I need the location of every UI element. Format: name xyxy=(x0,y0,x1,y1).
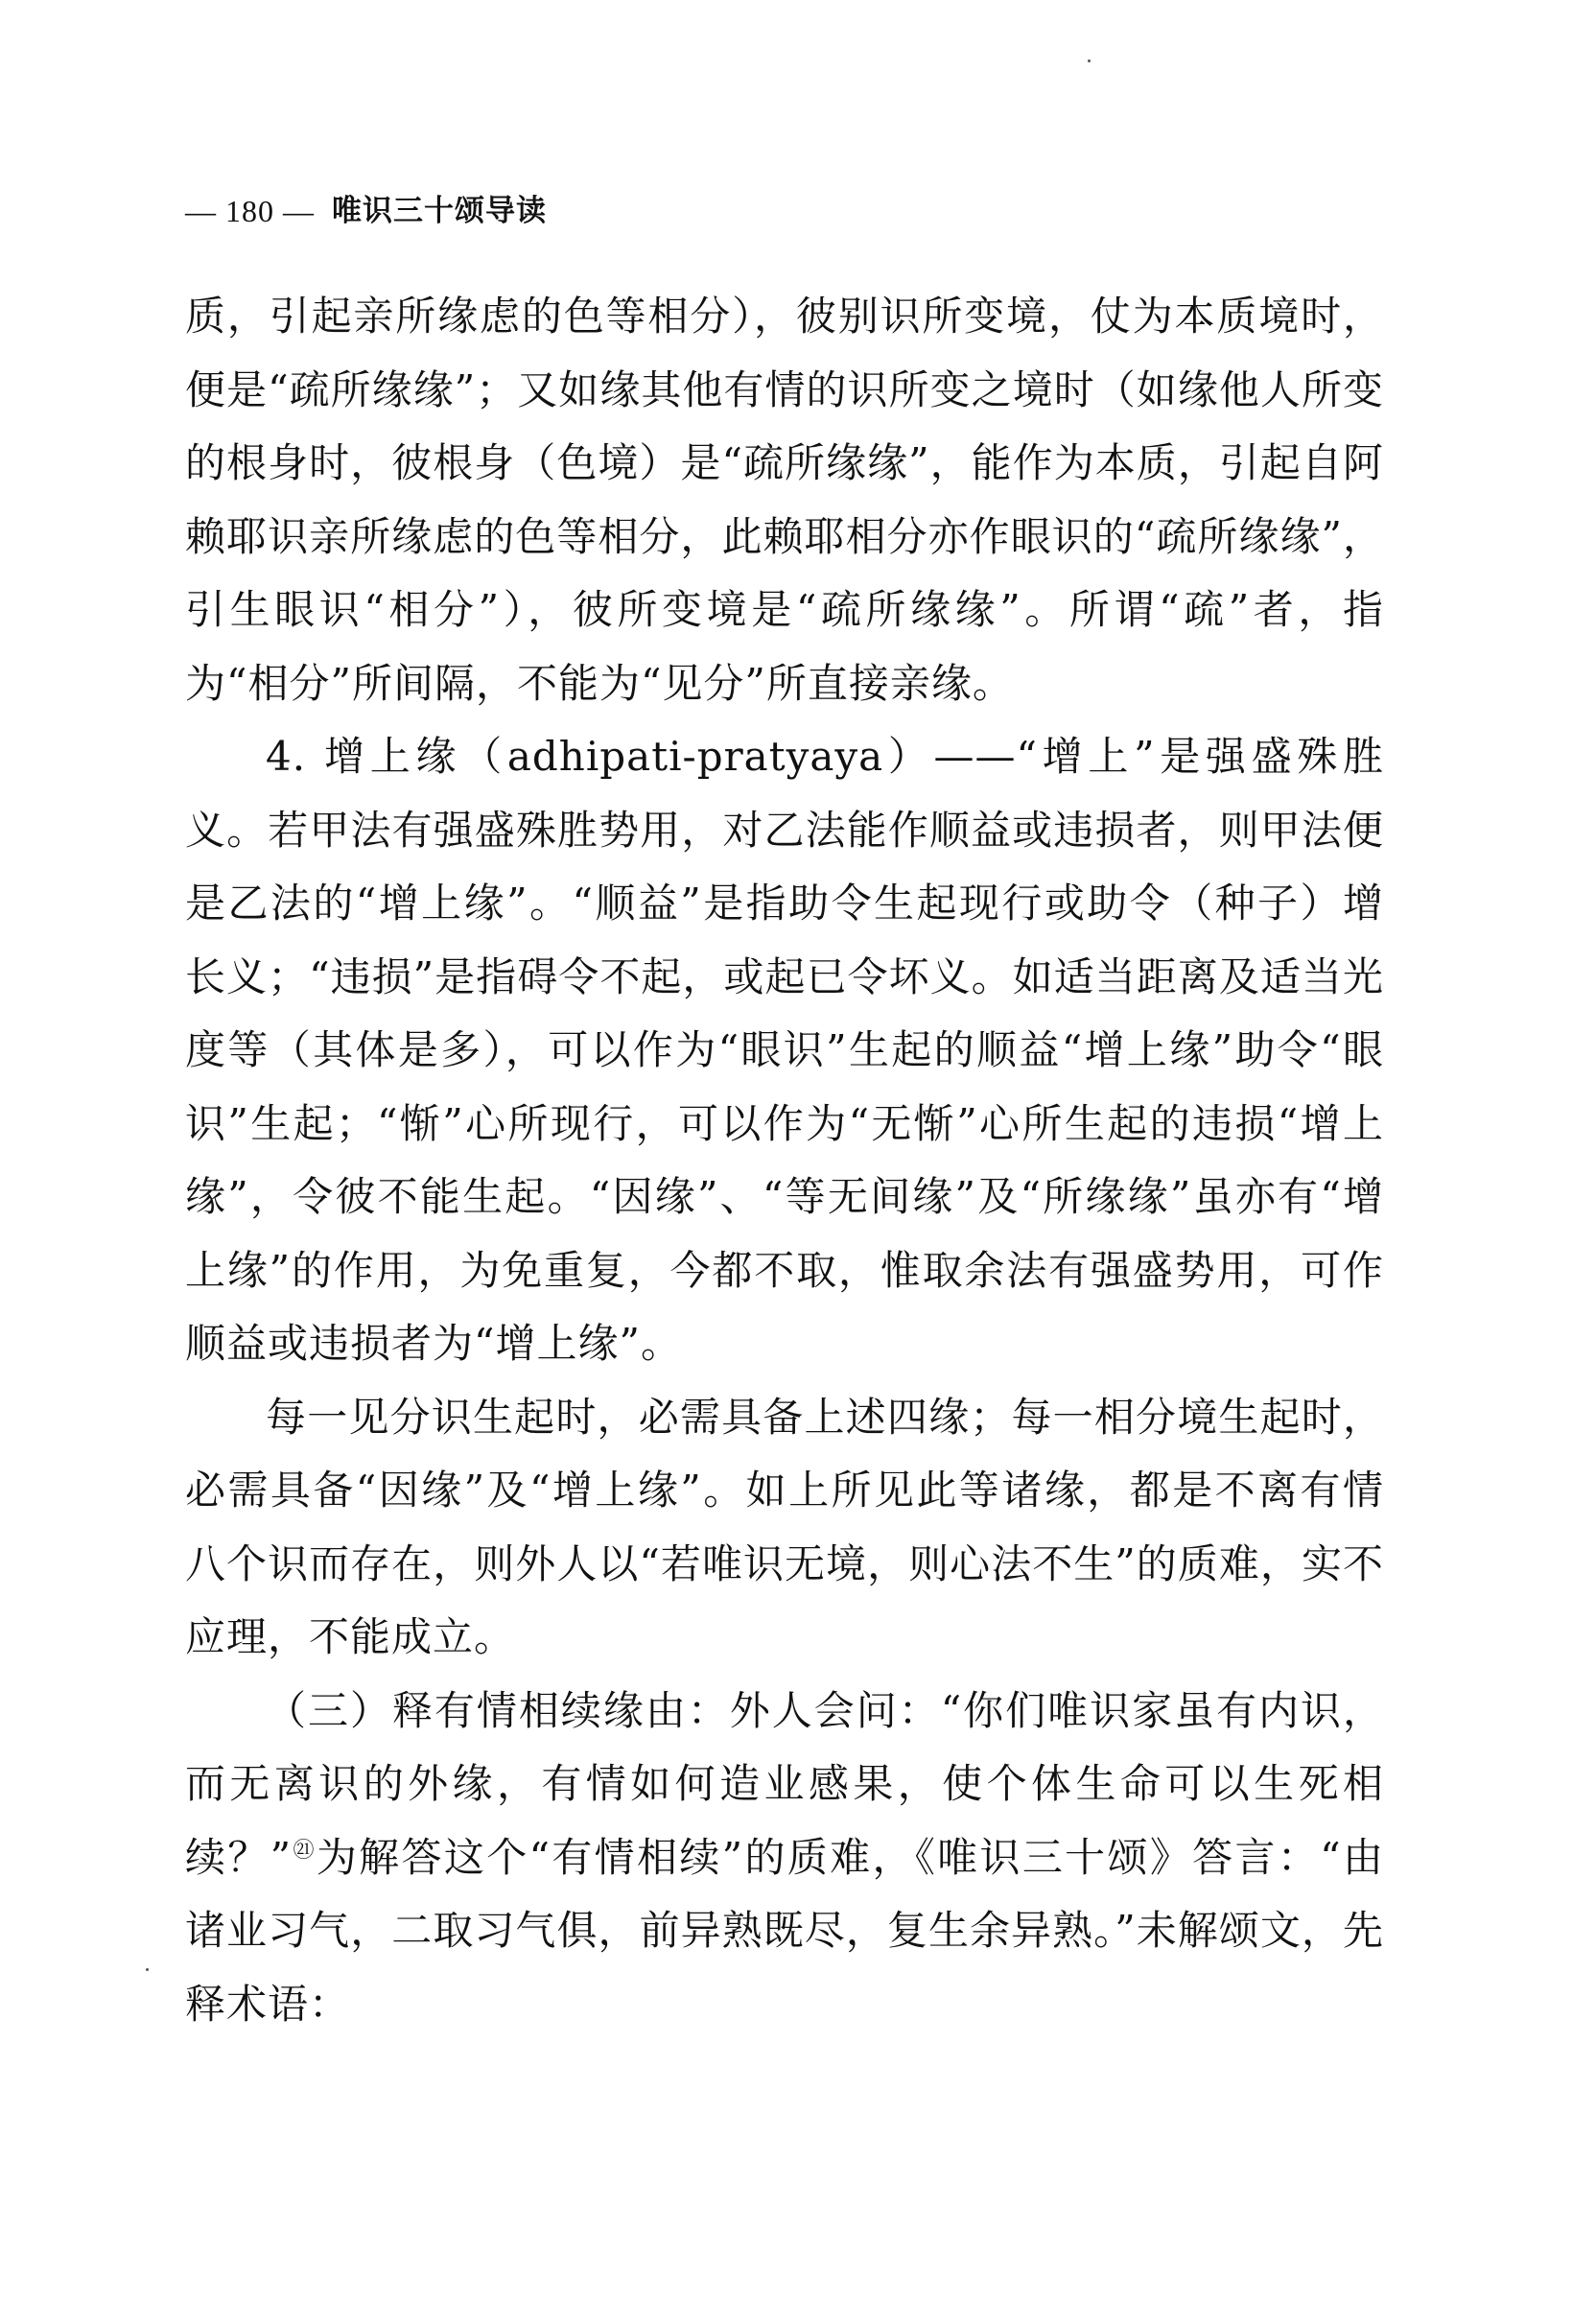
footnote-reference: ㉑ xyxy=(292,1838,317,1863)
paragraph: 质，引起亲所缘虑的色等相分），彼别识所变境，仗为本质境时，便是“疏所缘缘”；又如缘其他有情的识所变之境时（如缘他人所变的根身时，彼根身（色境）是“疏所缘缘”，能作为本质，引起自阿赖耶识亲所缘虑的色等相分，此赖耶相分亦作眼识的“疏所缘缘”，引生眼识“相分”），彼所变境是“疏所缘缘”。所谓“疏”者，指为“相分”所间隔，不能为“见分”所直接亲缘。 xyxy=(185,293,1384,707)
page-number: — 180 — xyxy=(185,194,315,228)
paragraph-text: （三）释有情相续缘由：外人会问：“你们唯识家虽有内识，而无离识的外缘，有情如何造业感果，使个体生命可以生死相续？” xyxy=(185,1686,1384,1881)
running-header xyxy=(185,188,1384,234)
scan-speck xyxy=(146,1968,149,1971)
scan-speck xyxy=(1088,59,1091,62)
paragraph: 4. 增上缘（adhipati-pratyaya）——“增上”是强盛殊胜义。若甲法有强盛殊胜势用，对乙法能作顺益或违损者，则甲法便是乙法的“增上缘”。“顺益”是指助令生起现行或助令（种子）增长义；“违损”是指碍令不起，或起已令坏义。如适当距离及适当光度等（其体是多），可以作为“眼识”生起的顺益“增上缘”助令“眼识”生起；“惭”心所现行，可以作为“无惭”心所生起的违损“增上缘”，令彼不能生起。“因缘”、“等无间缘”及“所缘缘”虽亦有“增上缘”的作用，为免重复，今都不取，惟取余法有强盛势用，可作顺益或违损者为“增上缘”。 xyxy=(185,733,1384,1367)
paragraph-text: 为解答这个“有情相续”的质难，《唯识三十颂》答言：“由诸业习气，二取习气俱，前异熟既尽，复生余异熟。”未解颂文，先释术语： xyxy=(185,1833,1384,2028)
paragraph: 每一见分识生起时，必需具备上述四缘；每一相分境生起时，必需具备“因缘”及“增上缘”。如上所见此等诸缘，都是不离有情八个识而存在，则外人以“若唯识无境，则心法不生”的质难，实不应理，不能成立。 xyxy=(185,1393,1384,1660)
main-text xyxy=(185,280,1384,2160)
book-title: 唯识三十颂导读 xyxy=(332,193,547,228)
paragraph xyxy=(185,1675,1384,2042)
